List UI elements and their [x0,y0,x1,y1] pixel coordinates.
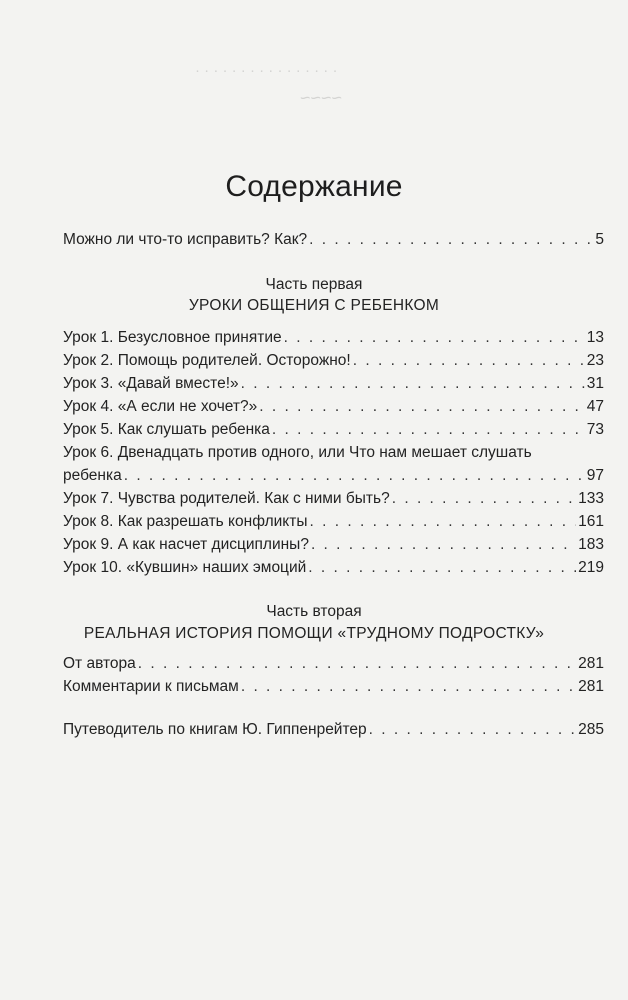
toc-entry-lesson-6-label: Урок 6. Двенадцать против одного, или Что нам мешает слушать [63,444,532,461]
toc-entry-label: Урок 10. «Кувшин» наших эмоций [63,559,307,576]
toc-entry-label: Урок 9. А как насчет дисциплины? [63,536,309,553]
toc-entry-lesson-1 [63,326,604,350]
dot-leader [241,372,585,396]
toc-entry-lesson-6 [63,464,604,488]
toc-entry-lesson-3 [63,372,604,396]
dot-leader [353,349,585,373]
dot-leader [138,652,576,676]
toc-entry-label: Урок 7. Чувства родителей. Как с ними быть? [63,490,390,507]
dot-leader [272,418,585,442]
toc-entry-lesson-8 [63,510,604,534]
part-two-label: Часть вторая [266,603,362,620]
toc-entry-guide [63,718,604,742]
toc-entry-lesson-10 [63,556,604,580]
toc-entry-label: От автора [63,655,136,672]
dot-leader [392,487,576,511]
dot-leader [241,675,576,699]
toc-entry-label: Комментарии к письмам [63,678,239,695]
toc-entry-page: 31 [586,375,604,392]
toc-entry-page: 133 [578,490,604,507]
toc-entry-intro [63,228,604,252]
dot-leader [310,510,577,534]
toc-entry-page: 13 [586,329,604,346]
toc-entry-label: Урок 1. Безусловное принятие [63,329,282,346]
toc-entry-lesson-2 [63,349,604,373]
dot-leader [369,718,576,742]
bleed-through-decoration: · · · · · · · · · · · · · · · · [195,62,338,79]
dot-leader [308,556,576,580]
toc-entry-page: 73 [586,421,604,438]
dot-leader [259,395,585,419]
toc-entry-from-author [63,652,604,676]
dot-leader [284,326,585,350]
toc-entry-lesson-9 [63,533,604,557]
bleed-through-ornament: ~~~~ [300,88,343,108]
toc-entry-page: 285 [578,721,604,738]
toc-entry-page: 281 [578,655,604,672]
toc-entry-label: Можно ли что-то исправить? Как? [63,231,308,248]
toc-entry-page: 161 [578,513,604,530]
toc-entry-lesson-4 [63,395,604,419]
toc-entry-page: 47 [586,398,604,415]
dot-leader [309,228,593,252]
toc-entry-page: 219 [578,559,604,576]
part-one-title: УРОКИ ОБЩЕНИЯ С РЕБЕНКОМ [188,297,440,314]
page-title: Содержание [225,170,403,204]
toc-entry-label: Урок 3. «Давай вместе!» [63,375,239,392]
toc-entry-page: 23 [586,352,604,369]
toc-entry-label-continuation: ребенка [63,467,122,484]
toc-entry-lesson-5 [63,418,604,442]
toc-entry-label: Урок 8. Как разрешать конфликты [63,513,308,530]
toc-entry-label: Урок 5. Как слушать ребенка [63,421,270,438]
dot-leader [124,464,585,488]
toc-entry-lesson-7 [63,487,604,511]
toc-entry-page: 281 [578,678,604,695]
dot-leader [311,533,576,557]
part-one-label: Часть первая [265,276,363,293]
part-two-title: РЕАЛЬНАЯ ИСТОРИЯ ПОМОЩИ «ТРУДНОМУ ПОДРОСТКУ» [83,625,545,642]
toc-entry-label: Урок 4. «А если не хочет?» [63,398,258,415]
toc-entry-label: Путеводитель по книгам Ю. Гиппенрейтер [63,721,367,738]
toc-entry-page: 5 [595,231,604,248]
toc-entry-comments [63,675,604,699]
toc-entry-page: 97 [586,467,604,484]
toc-entry-page: 183 [578,536,604,553]
toc-entry-label: Урок 2. Помощь родителей. Осторожно! [63,352,351,369]
